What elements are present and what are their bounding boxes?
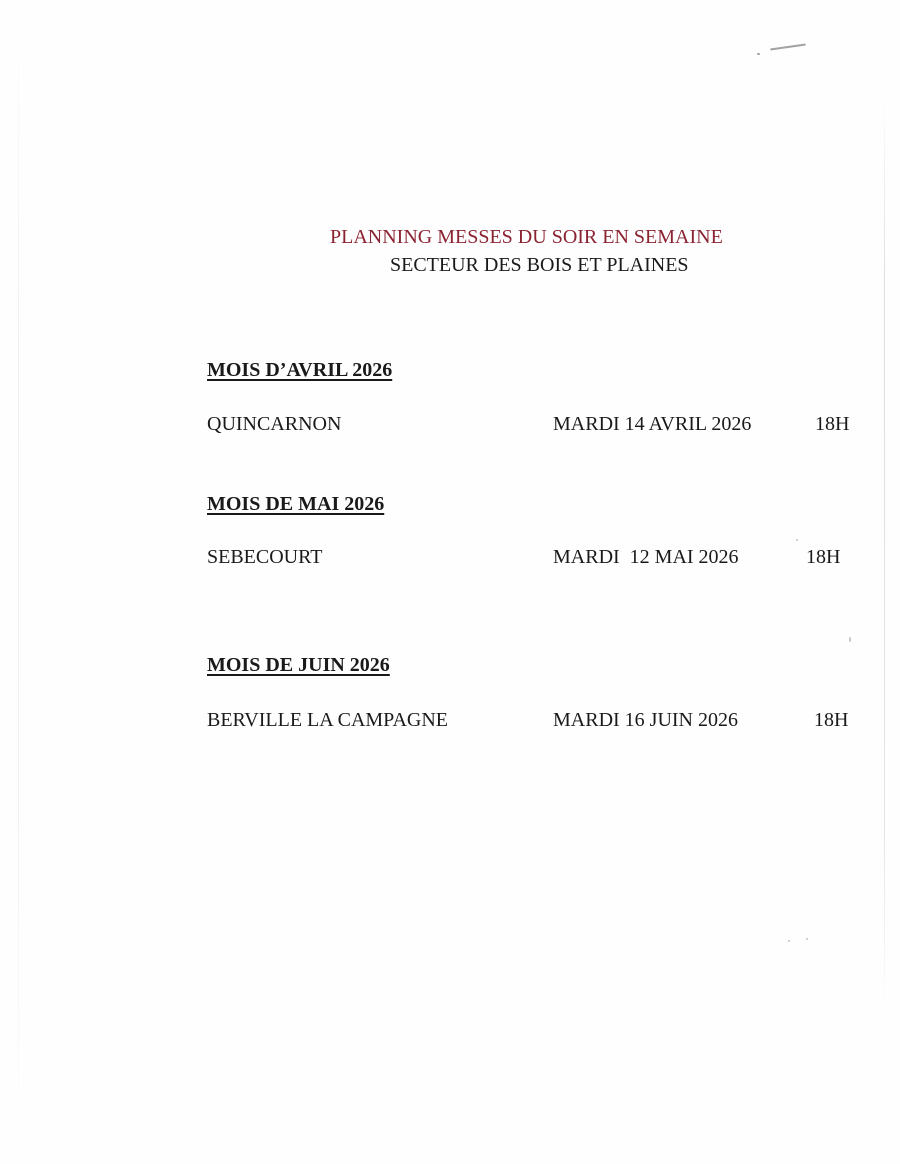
- entry-date-june: MARDI 16 JUIN 2026: [553, 709, 738, 731]
- scan-edge-left: [18, 0, 19, 1164]
- scan-mark: [849, 637, 851, 642]
- scan-edge-right: [884, 95, 885, 1015]
- entry-time-june: 18H: [814, 709, 849, 731]
- document-subtitle: SECTEUR DES BOIS ET PLAINES: [390, 254, 689, 276]
- scan-mark: [757, 53, 760, 55]
- entry-time-april: 18H: [815, 413, 850, 435]
- entry-time-may: 18H: [806, 546, 841, 568]
- entry-place-june: BERVILLE LA CAMPAGNE: [207, 709, 449, 731]
- month-heading-april: MOIS D’AVRIL 2026: [207, 359, 393, 381]
- entry-date-april: MARDI 14 AVRIL 2026: [553, 413, 752, 435]
- month-heading-may: MOIS DE MAI 2026: [207, 493, 385, 515]
- month-heading-june: MOIS DE JUIN 2026: [207, 654, 390, 676]
- entry-date-may: MARDI 12 MAI 2026: [553, 546, 739, 568]
- scan-mark: [770, 44, 806, 51]
- document-title: PLANNING MESSES DU SOIR EN SEMAINE: [330, 226, 723, 248]
- entry-place-may: SEBECOURT: [207, 546, 323, 568]
- scan-mark: [788, 940, 790, 942]
- scan-mark: [806, 938, 808, 940]
- entry-place-april: QUINCARNON: [207, 413, 342, 435]
- scan-mark: [796, 539, 798, 541]
